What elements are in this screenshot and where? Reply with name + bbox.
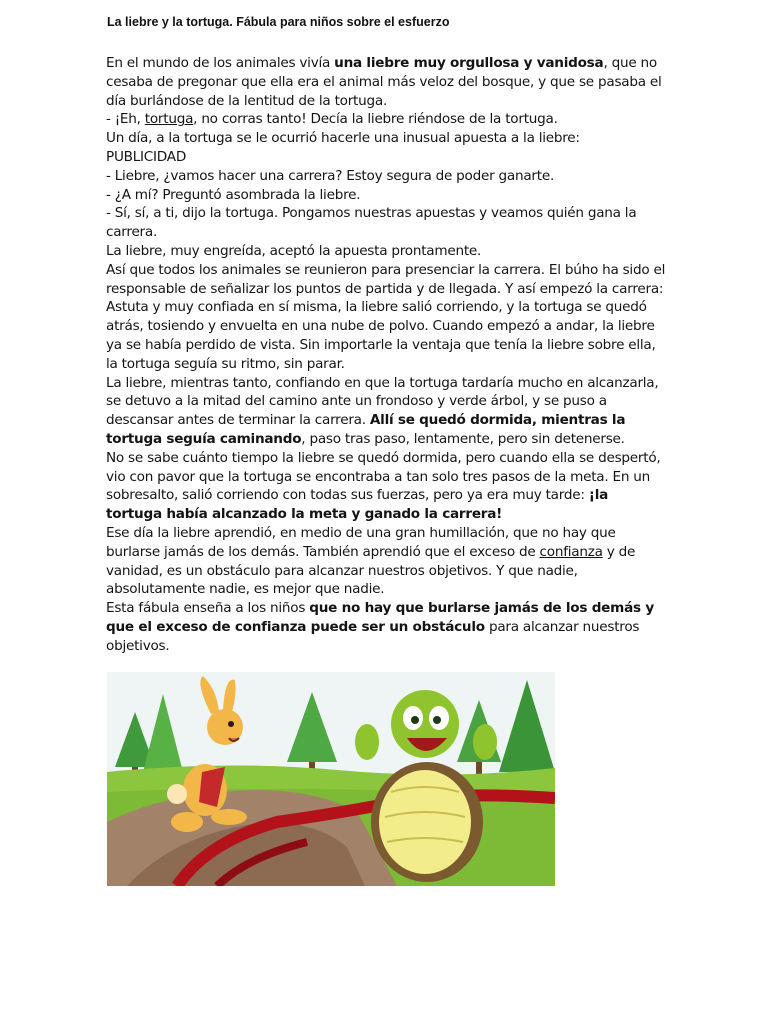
story-text <box>106 54 666 656</box>
story-paragraph: - Liebre, ¿vamos hacer una carrera? Estoy segura de poder ganarte. <box>106 167 555 184</box>
ad-label: PUBLICIDAD <box>106 148 187 165</box>
story-paragraph: Astuta y muy confiada en sí misma, la liebre salió corriendo, y la tortuga se quedó atrás, tosiendo y envuelta en una nube de polvo. Cuando empezó a andar, la liebre ya se había perdido de vista. Sin importarle la ventaja que tenía la liebre sobre ella, la tortuga seguía su ritmo, sin parar. <box>106 299 656 372</box>
story-paragraph: No se sabe cuánto tiempo la liebre se quedó dormida, pero cuando ella se despertó, vio con pavor que la tortuga se encontraba a tan solo tres pasos de la meta. En un sobresalto, salió corriendo con todas sus fuerzas, pero ya era muy tarde: ¡la tortuga había alcanzado la meta y ganado la carrera! <box>106 449 661 523</box>
story-paragraph: Así que todos los animales se reunieron para presenciar la carrera. El búho ha sido el responsable de señalizar los puntos de partida y de llegada. Y así empezó la carrera: <box>106 261 666 297</box>
story-paragraph: - ¿A mí? Preguntó asombrada la liebre. <box>106 186 361 203</box>
story-paragraph: En el mundo de los animales vivía una liebre muy orgullosa y vanidosa, que no cesaba de pregonar que ella era el animal más veloz del bosque, y que se pasaba el día burlándose de la lentitud de la tortuga. <box>106 55 662 109</box>
page-title: La liebre y la tortuga. Fábula para niños sobre el esfuerzo <box>107 15 450 29</box>
story-paragraph: - ¡Eh, tortuga, no corras tanto! Decía la liebre riéndose de la tortuga. <box>106 111 558 128</box>
confianza-link[interactable]: confianza <box>539 543 603 560</box>
story-paragraph: La liebre, mientras tanto, confiando en que la tortuga tardaría mucho en alcanzarla, se detuvo a la mitad del camino ante un frondoso y verde árbol, y se puso a descansar antes de terminar la carrera. Allí se quedó dormida, mientras la tortuga seguía caminando, paso tras paso, lentamente, pero sin detenerse. <box>106 374 659 447</box>
tortuga-link[interactable]: tortuga <box>144 111 194 128</box>
story-paragraph: La liebre, muy engreída, aceptó la apuesta prontamente. <box>106 242 482 259</box>
story-paragraph: Ese día la liebre aprendió, en medio de una gran humillación, que no hay que burlarse jamás de los demás. También aprendió que el exceso de confianza y de vanidad, es un obstáculo para alcanzar nuestros objetivos. Y que nadie, absolutamente nadie, es mejor que nadie. <box>106 524 636 598</box>
story-paragraph: - Sí, sí, a ti, dijo la tortuga. Pongamos nuestras apuestas y veamos quién gana la carrera. <box>106 205 637 241</box>
story-paragraph: Un día, a la tortuga se le ocurrió hacerle una inusual apuesta a la liebre: <box>106 130 580 147</box>
hare-tortoise-illustration <box>107 672 555 886</box>
story-moral: Esta fábula enseña a los niños que no hay que burlarse jamás de los demás y que el exceso de confianza puede ser un obstáculo para alcanzar nuestros objetivos. <box>106 600 654 654</box>
